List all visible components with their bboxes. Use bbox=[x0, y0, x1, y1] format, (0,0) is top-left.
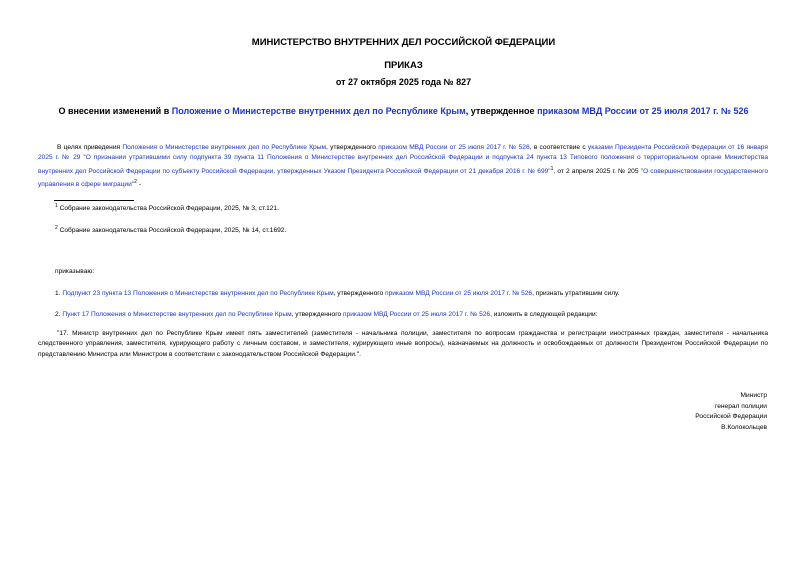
footnote-2 bbox=[55, 225, 286, 234]
footnote-1-mark: 1 bbox=[55, 203, 58, 209]
title-link-order[interactable]: приказом МВД России от 25 июля 2017 г. № 526 bbox=[537, 106, 749, 116]
intro-text-1: В целях приведения bbox=[57, 144, 123, 151]
intro-paragraph bbox=[38, 143, 768, 191]
item-2-text-1: , утвержденного bbox=[291, 311, 343, 318]
signature-rank: генерал полиции bbox=[714, 402, 767, 410]
order-word: приказываю: bbox=[55, 268, 95, 275]
quote-paragraph: "17. Министр внутренних дел по Республике Крым имеет пять заместителей (заместителя - начальника полиции, заместителя по вопросам гражданства и регистрации иностранных граждан, заместителя - начальника следственного управления, заместителя, курирующего работу с личным составом, и заместителя, курирующего иные вопросы), назначаемых на должность и освобождаемых от должности Президентом Российской Федерации по представлению Министра или Министром в соответствии с законодательством Российской Федерации.". bbox=[38, 330, 768, 358]
item-1-number: 1. bbox=[55, 290, 63, 297]
footnote-2-mark: 2 bbox=[55, 225, 58, 231]
intro-text-5: - bbox=[136, 181, 141, 189]
intro-link-order[interactable]: приказом МВД России от 25 июля 2017 г. № 526 bbox=[378, 144, 530, 151]
intro-link-migration[interactable]: "О совершенствовании государственного управления в сфере миграции" bbox=[38, 168, 768, 189]
footnote-ref-2[interactable]: 2 bbox=[134, 179, 137, 186]
footnote-2-text: Собрание законодательства Российской Федерации, 2025, № 14, ст.1692. bbox=[59, 227, 287, 235]
item-1-text-2: , признать утратившим силу. bbox=[532, 290, 620, 297]
intro-link-decrees[interactable]: указами Президента Российской Федерации от 16 января 2025 г. № 29 "О признании утратившими силу подпункта 39 пункта 11 Положения о Министерстве внутренних дел Российской Федерации и подпункта 24 пункта 13 Типового положения о территориальном органе Министерства внутренних дел Российской Федерации по субъекту Российской Федерации, утвержденных Указом Президента Российской Федерации от 21 декабря 2016 г. № 699" bbox=[38, 144, 768, 175]
signature-block bbox=[695, 391, 767, 433]
title-prefix: О внесении изменений в bbox=[58, 106, 172, 116]
item-1-link-subpoint[interactable]: Подпункт 23 пункта 13 Положения о Министерстве внутренних дел по Республике Крым bbox=[62, 290, 334, 297]
item-1 bbox=[55, 290, 620, 297]
signature-country: Российской Федерации bbox=[695, 413, 767, 421]
footnote-divider bbox=[54, 200, 134, 201]
item-2 bbox=[55, 311, 597, 318]
title-link-regulation[interactable]: Положение о Министерстве внутренних дел по Республике Крым bbox=[171, 106, 466, 116]
footnote-ref-1[interactable]: 1 bbox=[550, 165, 554, 172]
signature-name: В.Колокольцев bbox=[721, 423, 767, 431]
document-title bbox=[0, 106, 807, 116]
item-2-text-2: , изложить в следующей редакции: bbox=[490, 311, 598, 318]
intro-text-2: , утвержденного bbox=[325, 144, 379, 151]
intro-text-4: , от 2 апреля 2025 г. № 205 bbox=[553, 168, 641, 175]
footnote-1 bbox=[55, 203, 279, 212]
item-1-link-order[interactable]: приказом МВД России от 25 июля 2017 г. № 526 bbox=[385, 290, 533, 297]
item-2-link-order[interactable]: приказом МВД России от 25 июля 2017 г. № 526 bbox=[343, 311, 491, 318]
footnote-1-text: Собрание законодательства Российской Федерации, 2025, № 3, ст.121. bbox=[59, 205, 279, 213]
item-1-text-1: , утвержденного bbox=[333, 290, 386, 297]
intro-link-regulation[interactable]: Положения о Министерстве внутренних дел по Республике Крым bbox=[122, 144, 326, 151]
intro-text-3: , в соответствие с bbox=[529, 144, 588, 151]
doc-type-heading: ПРИКАЗ bbox=[384, 60, 423, 71]
date-number-heading: от 27 октября 2025 года № 827 bbox=[335, 77, 472, 87]
ministry-heading: МИНИСТЕРСТВО ВНУТРЕННИХ ДЕЛ РОССИЙСКОЙ ФЕДЕРАЦИИ bbox=[251, 37, 556, 48]
signature-position: Министр bbox=[740, 392, 767, 399]
item-2-number: 2. bbox=[55, 311, 63, 318]
title-middle: , утвержденное bbox=[465, 106, 538, 116]
item-2-link-point[interactable]: Пункт 17 Положения о Министерстве внутренних дел по Республике Крым bbox=[62, 311, 292, 318]
